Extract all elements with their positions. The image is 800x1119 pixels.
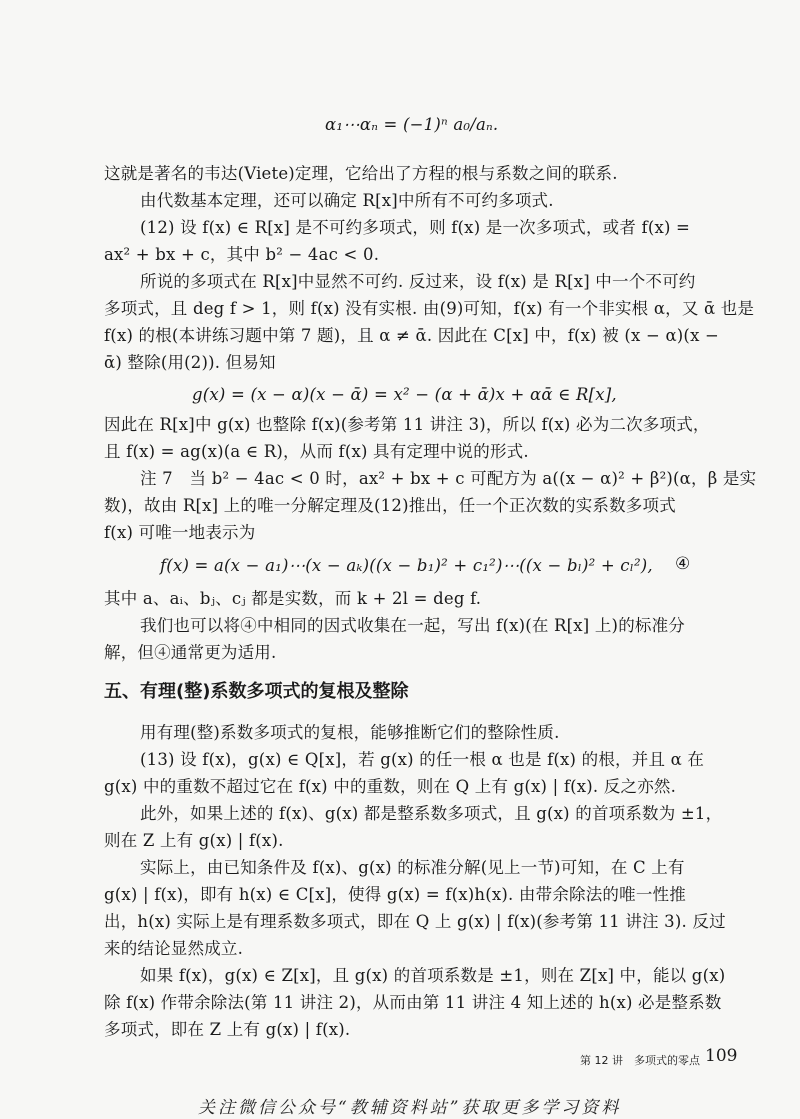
text-line: 多项式，且 deg f > 1，则 f(x) 没有实根. 由(9)可知，f(x) 有一个非实根 α，又 ᾱ 也是 — [104, 299, 755, 318]
text-line: 出，h(x) 实际上是有理系数多项式，即在 Q 上 g(x) | f(x)(参考第 11 讲注 3). 反过 — [104, 912, 726, 931]
text-line: f(x) 的根(本讲练习题中第 7 题)，且 α ≠ ᾱ. 因此在 C[x] 中，f(x) 被 (x − α)(x − — [104, 326, 720, 345]
text-line: 所说的多项式在 R[x]中显然不可约. 反过来，设 f(x) 是 R[x] 中一个不可约 — [140, 272, 696, 291]
text-line: 由代数基本定理，还可以确定 R[x]中所有不可约多项式. — [140, 191, 554, 210]
note-7-line: 数)，故由 R[x] 上的唯一分解定理及(12)推出，任一个正次数的实系数多项式 — [104, 496, 676, 515]
section-heading: 五、有理(整)系数多项式的复根及整除 — [104, 681, 409, 702]
text-line: 此外，如果上述的 f(x)、g(x) 都是整系数多项式，且 g(x) 的首项系数为 ±1， — [140, 804, 723, 823]
text-line: ax² + bx + c，其中 b² − 4ac < 0. — [104, 245, 380, 264]
page-number: 109 — [705, 1046, 738, 1066]
watermark: 关注微信公众号“教辅资料站”获取更多学习资料 — [198, 1098, 622, 1118]
text-line: g(x) 中的重数不超过它在 f(x) 中的重数，则在 Q 上有 g(x) | f(x). 反之亦然. — [104, 777, 677, 796]
text-line: ᾱ) 整除(用(2)). 但易知 — [104, 353, 276, 372]
note-7-line: 注 7 当 b² − 4ac < 0 时，ax² + bx + c 可配方为 a((x − α)² + β²)(α，β 是实 — [140, 469, 757, 488]
text-line: 因此在 R[x]中 g(x) 也整除 f(x)(参考第 11 讲注 3)，所以 f(x) 必为二次多项式， — [104, 415, 710, 434]
g-formula: g(x) = (x − α)(x − ᾱ) = x² − (α + ᾱ)x + αᾱ ∈ R[x], — [192, 385, 617, 404]
text-line: g(x) | f(x)，即有 h(x) ∈ C[x]，使得 g(x) = f(x)h(x). 由带余除法的唯一性推 — [104, 885, 686, 904]
equation-number: ④ — [675, 554, 691, 574]
text-line: 实际上，由已知条件及 f(x)、g(x) 的标准分解(见上一节)可知，在 C 上有 — [140, 858, 685, 877]
viete-formula: α₁⋯αₙ = (−1)ⁿ a₀/aₙ. — [325, 115, 499, 134]
text-line: 解，但④通常更为适用. — [104, 643, 277, 662]
text-line: 其中 a、aᵢ、bⱼ、cⱼ 都是实数，而 k + 2l = deg f. — [104, 589, 482, 608]
text-line: (13) 设 f(x)，g(x) ∈ Q[x]，若 g(x) 的任一根 α 也是 f(x) 的根，并且 α 在 — [140, 750, 705, 769]
text-line: 除 f(x) 作带余除法(第 11 讲注 2)，从而由第 11 讲注 4 知上述的 h(x) 必是整系数 — [104, 993, 722, 1012]
text-line: 则在 Z 上有 g(x) | f(x). — [104, 831, 284, 850]
text-line: 我们也可以将④中相同的因式收集在一起，写出 f(x)(在 R[x] 上)的标准分 — [140, 616, 685, 635]
note-7-line: f(x) 可唯一地表示为 — [104, 523, 256, 542]
text-line: 来的结论显然成立. — [104, 939, 244, 958]
text-line: 且 f(x) = ag(x)(a ∈ R)，从而 f(x) 具有定理中说的形式. — [104, 442, 529, 461]
text-line: (12) 设 f(x) ∈ R[x] 是不可约多项式，则 f(x) 是一次多项式，或者 f(x) = — [140, 218, 691, 237]
footer-chapter: 第 12 讲 多项式的零点 — [580, 1054, 700, 1067]
text-line: 这就是著名的韦达(Viete)定理，它给出了方程的根与系数之间的联系. — [104, 164, 618, 183]
factorization-formula: f(x) = a(x − a₁)⋯(x − aₖ)((x − b₁)² + c₁²)⋯((x − bₗ)² + cₗ²), — [160, 556, 653, 575]
text-line: 多项式，即在 Z 上有 g(x) | f(x). — [104, 1020, 351, 1039]
text-line: 如果 f(x)，g(x) ∈ Z[x]，且 g(x) 的首项系数是 ±1，则在 Z[x] 中，能以 g(x) — [140, 966, 726, 985]
text-line: 用有理(整)系数多项式的复根，能够推断它们的整除性质. — [140, 723, 560, 742]
